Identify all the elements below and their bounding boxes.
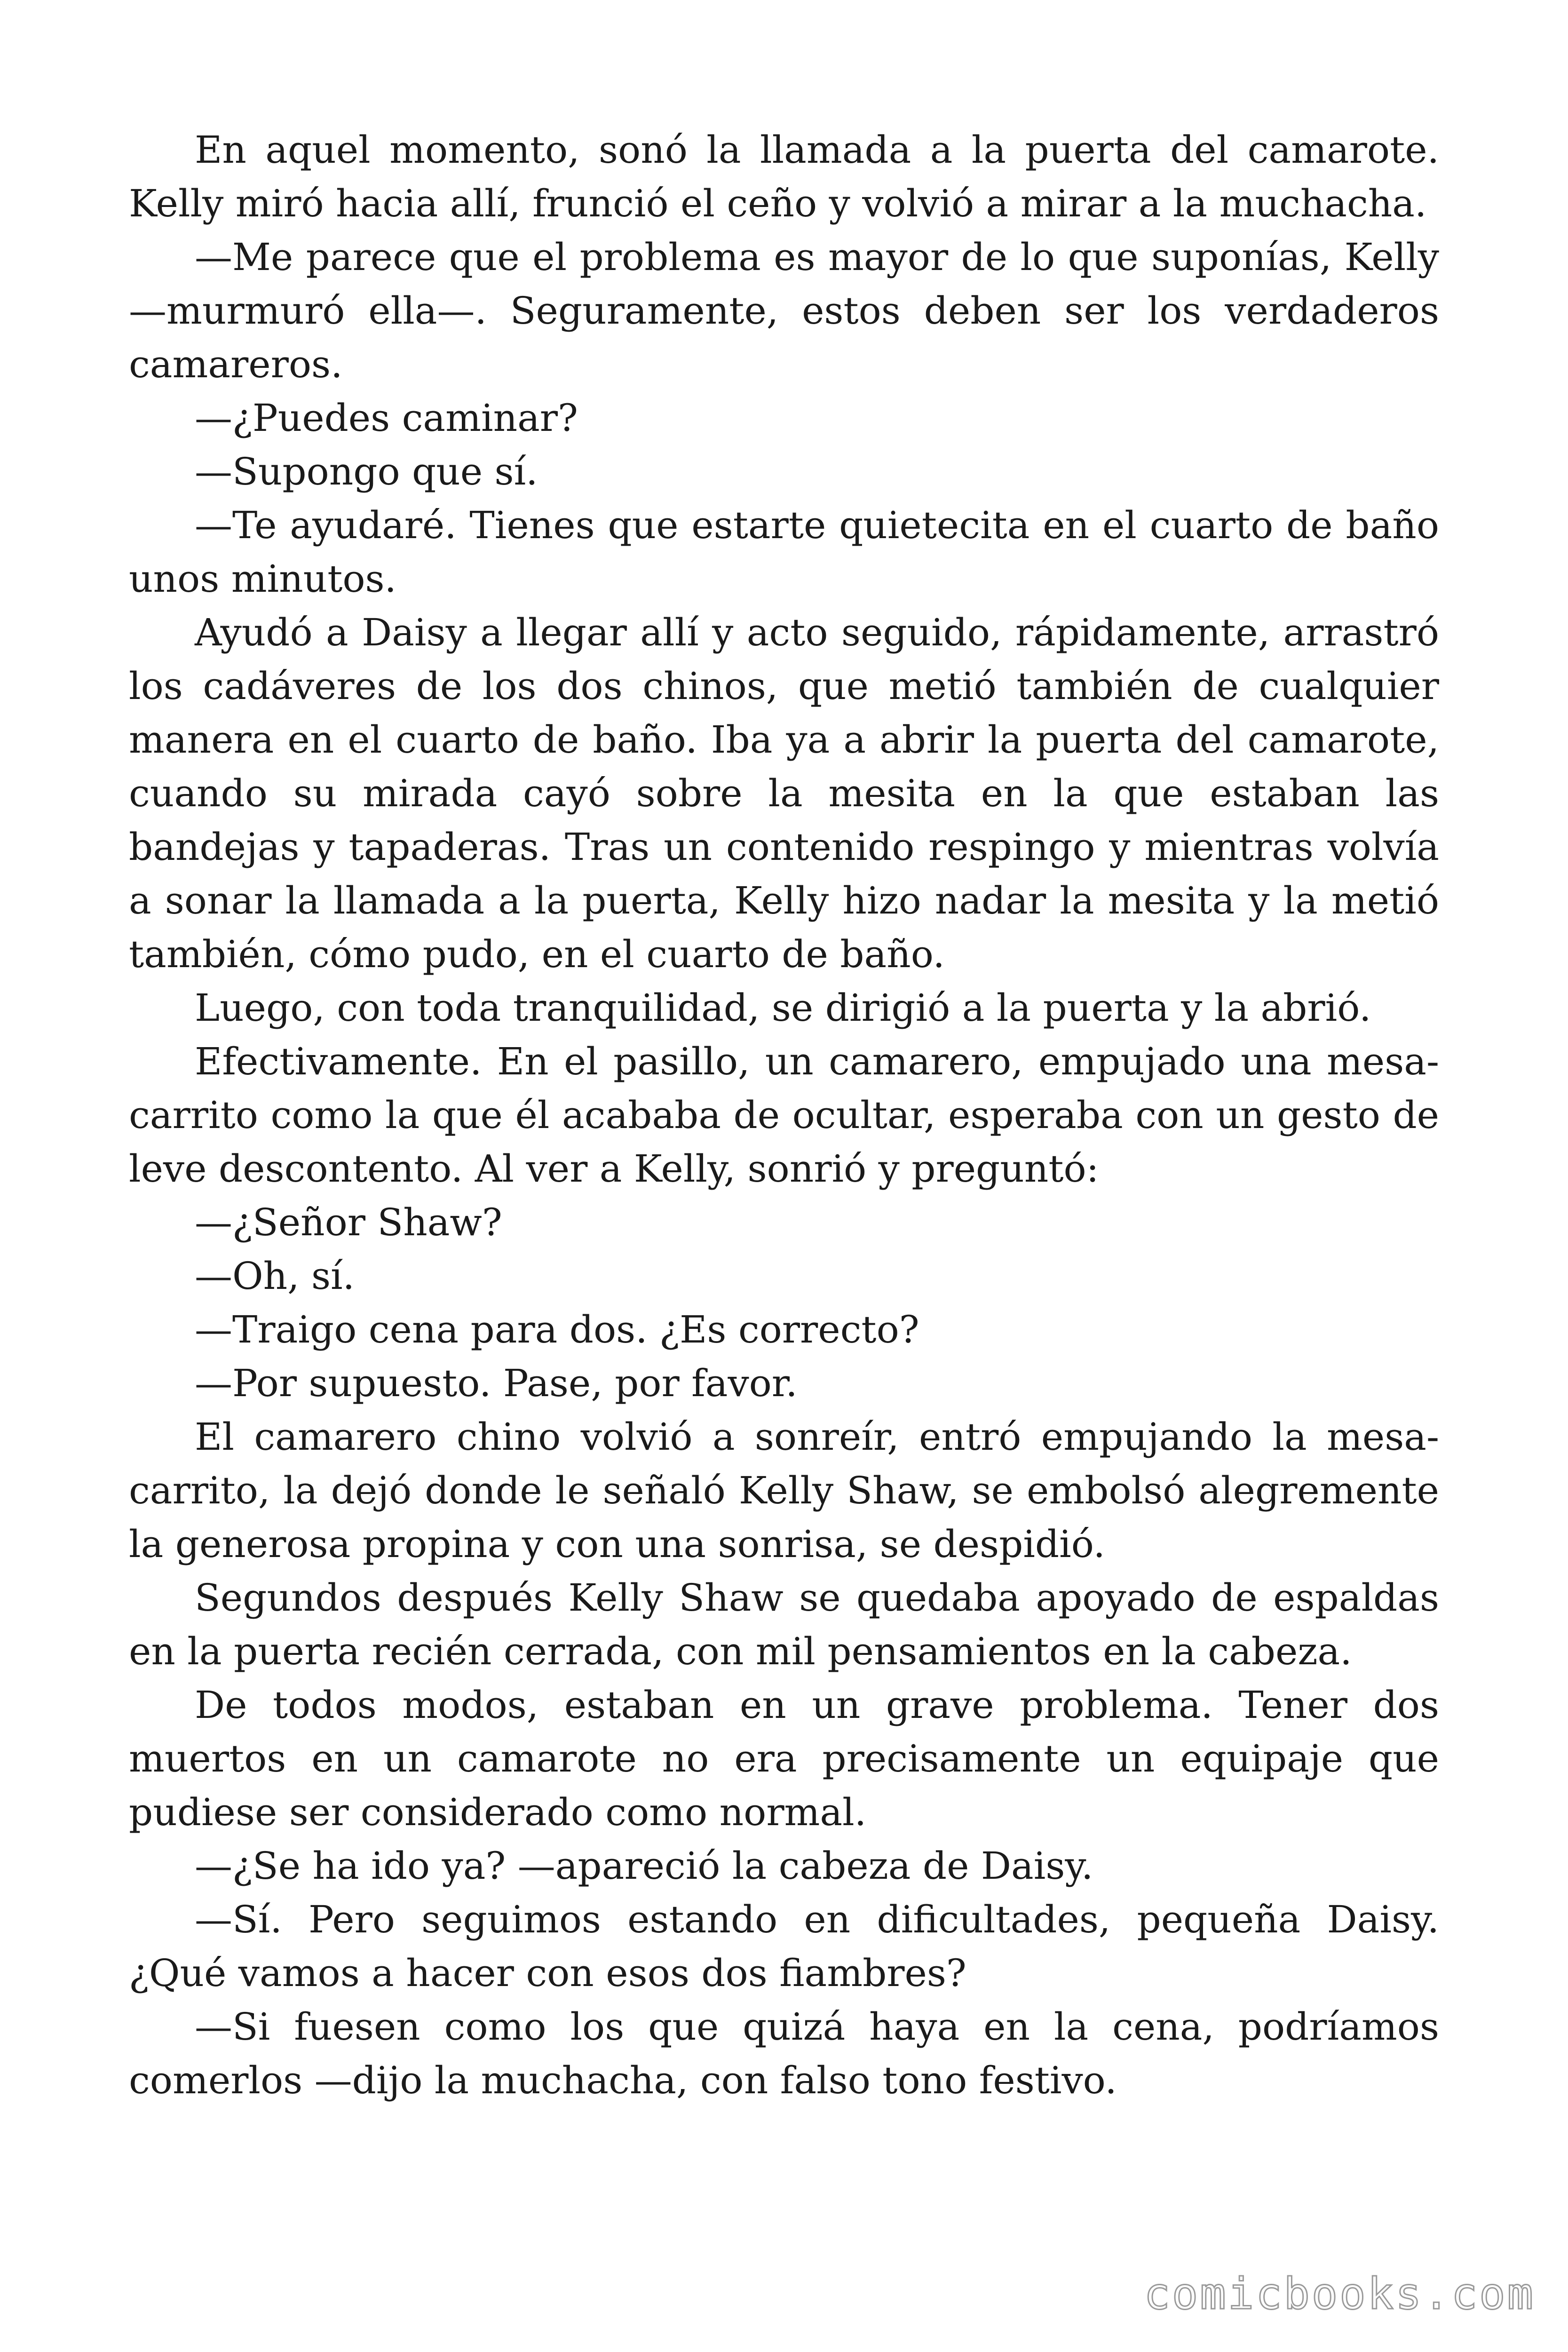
paragraph: Segundos después Kelly Shaw se quedaba apoyado de espaldas en la puerta recién cerrada, con mil pensamientos en la cabeza. — [129, 1576, 1439, 1673]
watermark: comicbooks.com — [1144, 2269, 1535, 2319]
paragraph: —¿Puedes caminar? — [195, 396, 578, 440]
paragraph: —¿Se ha ido ya? —apareció la cabeza de Daisy. — [195, 1844, 1093, 1888]
paragraph: —¿Señor Shaw? — [195, 1200, 502, 1244]
paragraph: Luego, con toda tranquilidad, se dirigió a la puerta y la abrió. — [195, 986, 1371, 1030]
paragraph: —Si fuesen como los que quizá haya en la cena, podríamos comerlos —dijo la muchacha, con falso tono festivo. — [129, 2005, 1439, 2102]
paragraph: —Te ayudaré. Tienes que estarte quietecita en el cuarto de baño unos minutos. — [129, 503, 1439, 601]
paragraph: Efectivamente. En el pasillo, un camarero, empujado una mesa-carrito como la que él acababa de ocultar, esperaba con un gesto de leve descontento. Al ver a Kelly, sonrió y preguntó: — [129, 1040, 1439, 1191]
paragraph: El camarero chino volvió a sonreír, entró empujando la mesa-carrito, la dejó donde le señaló Kelly Shaw, se embolsó alegremente la generosa propina y con una sonrisa, se despidió. — [129, 1415, 1439, 1566]
paragraph: —Oh, sí. — [195, 1254, 355, 1298]
paragraph: —Me parece que el problema es mayor de lo que suponías, Kelly —murmuró ella—. Seguramente, estos deben ser los verdaderos camareros. — [129, 235, 1439, 386]
paragraph: —Supongo que sí. — [195, 450, 538, 493]
paragraph: Ayudó a Daisy a llegar allí y acto seguido, rápidamente, arrastró los cadáveres de los dos chinos, que metió también de cualquier manera en el cuarto de baño. Iba ya a abrir la puerta del camarote, cuando su mirada cayó sobre la mesita en la que estaban las bandejas y tapaderas. Tras un contenido respingo y mientras volvía a sonar la llamada a la puerta, Kelly hizo nadar la mesita y la metió también, cómo pudo, en el cuarto de baño. — [129, 611, 1439, 976]
paragraph: —Por supuesto. Pase, por favor. — [195, 1361, 798, 1405]
paragraph: —Sí. Pero seguimos estando en dificultades, pequeña Daisy. ¿Qué vamos a hacer con esos dos fiambres? — [129, 1898, 1439, 1995]
paragraph: —Traigo cena para dos. ¿Es correcto? — [195, 1308, 919, 1351]
paragraph: De todos modos, estaban en un grave problema. Tener dos muertos en un camarote no era precisamente un equipaje que pudiese ser considerado como normal. — [129, 1683, 1439, 1834]
paragraph: En aquel momento, sonó la llamada a la puerta del camarote. Kelly miró hacia allí, frunció el ceño y volvió a mirar a la muchacha. — [129, 128, 1439, 225]
body-text — [129, 123, 1439, 2107]
